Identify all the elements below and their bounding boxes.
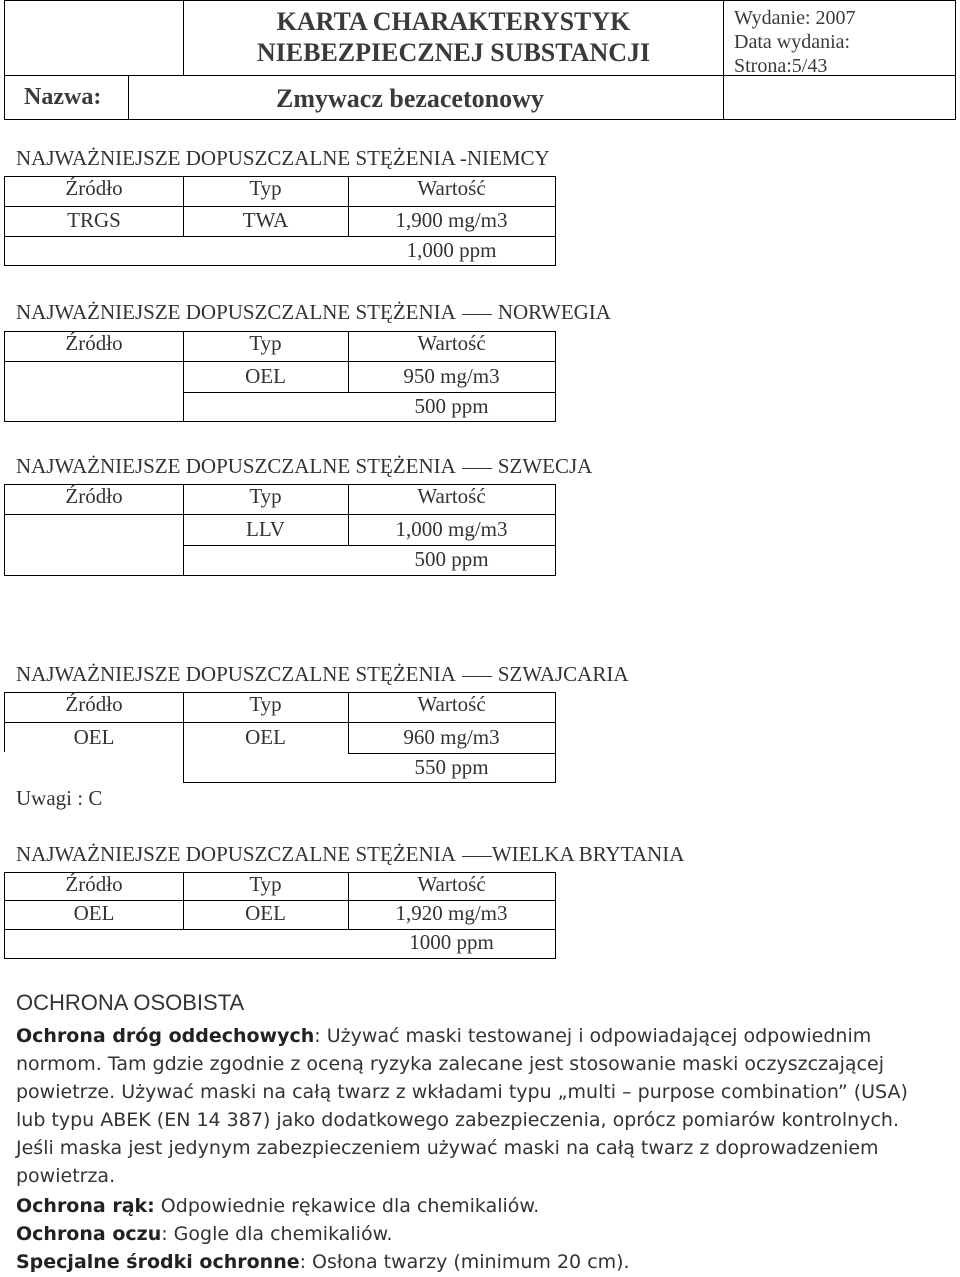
title-line-2: NIEBEZPIECZNEJ SUBSTANCJI [256, 38, 651, 67]
header-source: Źródło [65, 484, 123, 508]
special-text: : Osłona twarzy (minimum 20 cm). [299, 1251, 630, 1273]
section-title-germany: NAJWAŻNIEJSZE DOPUSZCZALNE STĘŻENIA -NIEMCY [16, 146, 550, 170]
section-title-sweden [16, 454, 592, 479]
header-value: Wartość [417, 176, 486, 200]
table-border [348, 753, 556, 754]
section-country: NORWEGIA [497, 300, 611, 324]
cell-value-mg: 960 mg/m3 [403, 725, 500, 749]
section-country: SZWAJCARIA [497, 662, 629, 686]
dash [462, 856, 492, 857]
cell-value-ppm: 500 ppm [414, 394, 489, 418]
document-meta [734, 6, 856, 78]
section-title-text: NAJWAŻNIEJSZE DOPUSZCZALNE STĘŻENIA [16, 662, 456, 686]
table-border [4, 958, 556, 959]
section-title-norway [16, 300, 611, 325]
cell-value-mg: 1,000 mg/m3 [395, 517, 508, 541]
respiratory-protection [16, 1022, 936, 1190]
header-source: Źródło [65, 331, 123, 355]
table-border [4, 514, 556, 515]
page-number: Strona:5/43 [734, 55, 828, 77]
table-border [555, 692, 556, 783]
header-value: Wartość [417, 484, 486, 508]
table-border [4, 361, 556, 362]
header-type: Typ [249, 331, 282, 355]
hand-text: Odpowiednie rękawice dla chemikaliów. [154, 1195, 540, 1217]
document-title [184, 6, 723, 68]
cell-type: OEL [245, 901, 286, 925]
table-border [183, 545, 556, 546]
cell-value-ppm: 550 ppm [414, 755, 489, 779]
cell-value-ppm: 1,000 ppm [406, 238, 497, 262]
note: Uwagi : C [16, 786, 103, 810]
dash [462, 314, 492, 315]
cell-value-ppm: 1000 ppm [409, 930, 494, 954]
header-type: Typ [249, 176, 282, 200]
eye-protection [16, 1220, 936, 1248]
table-border [555, 176, 556, 266]
release-date: Data wydania: [734, 31, 851, 53]
section-title-text: NAJWAŻNIEJSZE DOPUSZCZALNE STĘŻENIA [16, 300, 456, 324]
header-source: Źródło [65, 176, 123, 200]
header-type: Typ [249, 692, 282, 716]
table-border [4, 722, 556, 723]
header-divider-v1 [128, 75, 129, 120]
respiratory-text: : Używać maski testowanej i odpowiadającej odpowiednim normom. Tam gdzie zgodnie z oceną ryzyka zalecane jest stosowanie maski oczyszczającej powietrze. Używać maski na całą twarz z wkładami typu „multi – purpose combination” (USA) lub typu ABEK (EN 14 387) jako dodatkowego zabezpieczenia, oprócz pomiarów kontrolnych. Jeśli maska jest jedynym zabezpieczeniem używać maski na całą twarz z doprowadzeniem powietrza. [16, 1025, 908, 1187]
table-border [4, 265, 556, 266]
cell-value-mg: 1,920 mg/m3 [395, 901, 508, 925]
special-label: Specjalne środki ochronne [16, 1251, 300, 1273]
table-border [4, 421, 556, 422]
protection-heading: OCHRONA OSOBISTA [16, 990, 245, 1015]
header-value: Wartość [417, 331, 486, 355]
hand-label: Ochrona rąk: [16, 1195, 155, 1217]
header-divider-v3 [723, 0, 724, 120]
cell-type: OEL [245, 364, 286, 388]
hand-protection [16, 1192, 936, 1220]
table-border [555, 484, 556, 576]
table-border [4, 236, 556, 237]
cell-type: LLV [246, 517, 285, 541]
table-border [555, 872, 556, 959]
header-value: Wartość [417, 872, 486, 896]
header-value: Wartość [417, 692, 486, 716]
cell-value-mg: 1,900 mg/m3 [395, 208, 508, 232]
table-border [4, 206, 556, 207]
table-border [555, 331, 556, 422]
header-type: Typ [249, 872, 282, 896]
cell-source: OEL [73, 901, 115, 925]
header-source: Źródło [65, 692, 123, 716]
edition: Wydanie: 2007 [734, 7, 856, 29]
respiratory-label: Ochrona dróg oddechowych [16, 1025, 315, 1047]
cell-value-mg: 950 mg/m3 [403, 364, 500, 388]
dash [462, 468, 492, 469]
cell-source: TRGS [67, 208, 121, 232]
product-name: Zmywacz bezacetonowy [276, 84, 544, 113]
dash [462, 676, 492, 677]
cell-type: TWA [242, 208, 289, 232]
eye-text: : Gogle dla chemikaliów. [161, 1223, 393, 1245]
cell-value-ppm: 500 ppm [414, 547, 489, 571]
header-type: Typ [249, 484, 282, 508]
title-line-1: KARTA CHARAKTERYSTYK [276, 7, 631, 36]
section-country: WIELKA BRYTANIA [491, 842, 685, 866]
name-label: Nazwa: [24, 84, 102, 110]
section-title-uk [16, 842, 684, 867]
cell-type: OEL [245, 725, 286, 749]
section-title-text: NAJWAŻNIEJSZE DOPUSZCZALNE STĘŻENIA [16, 842, 456, 866]
cell-source: OEL [73, 725, 115, 749]
section-country: SZWECJA [497, 454, 593, 478]
table-border [4, 575, 556, 576]
eye-label: Ochrona oczu [16, 1223, 162, 1245]
section-title-switzerland [16, 662, 629, 687]
header-source: Źródło [65, 872, 123, 896]
table-border [183, 782, 556, 783]
section-title-text: NAJWAŻNIEJSZE DOPUSZCZALNE STĘŻENIA [16, 454, 456, 478]
special-protection [16, 1248, 936, 1276]
table-border [183, 392, 556, 393]
